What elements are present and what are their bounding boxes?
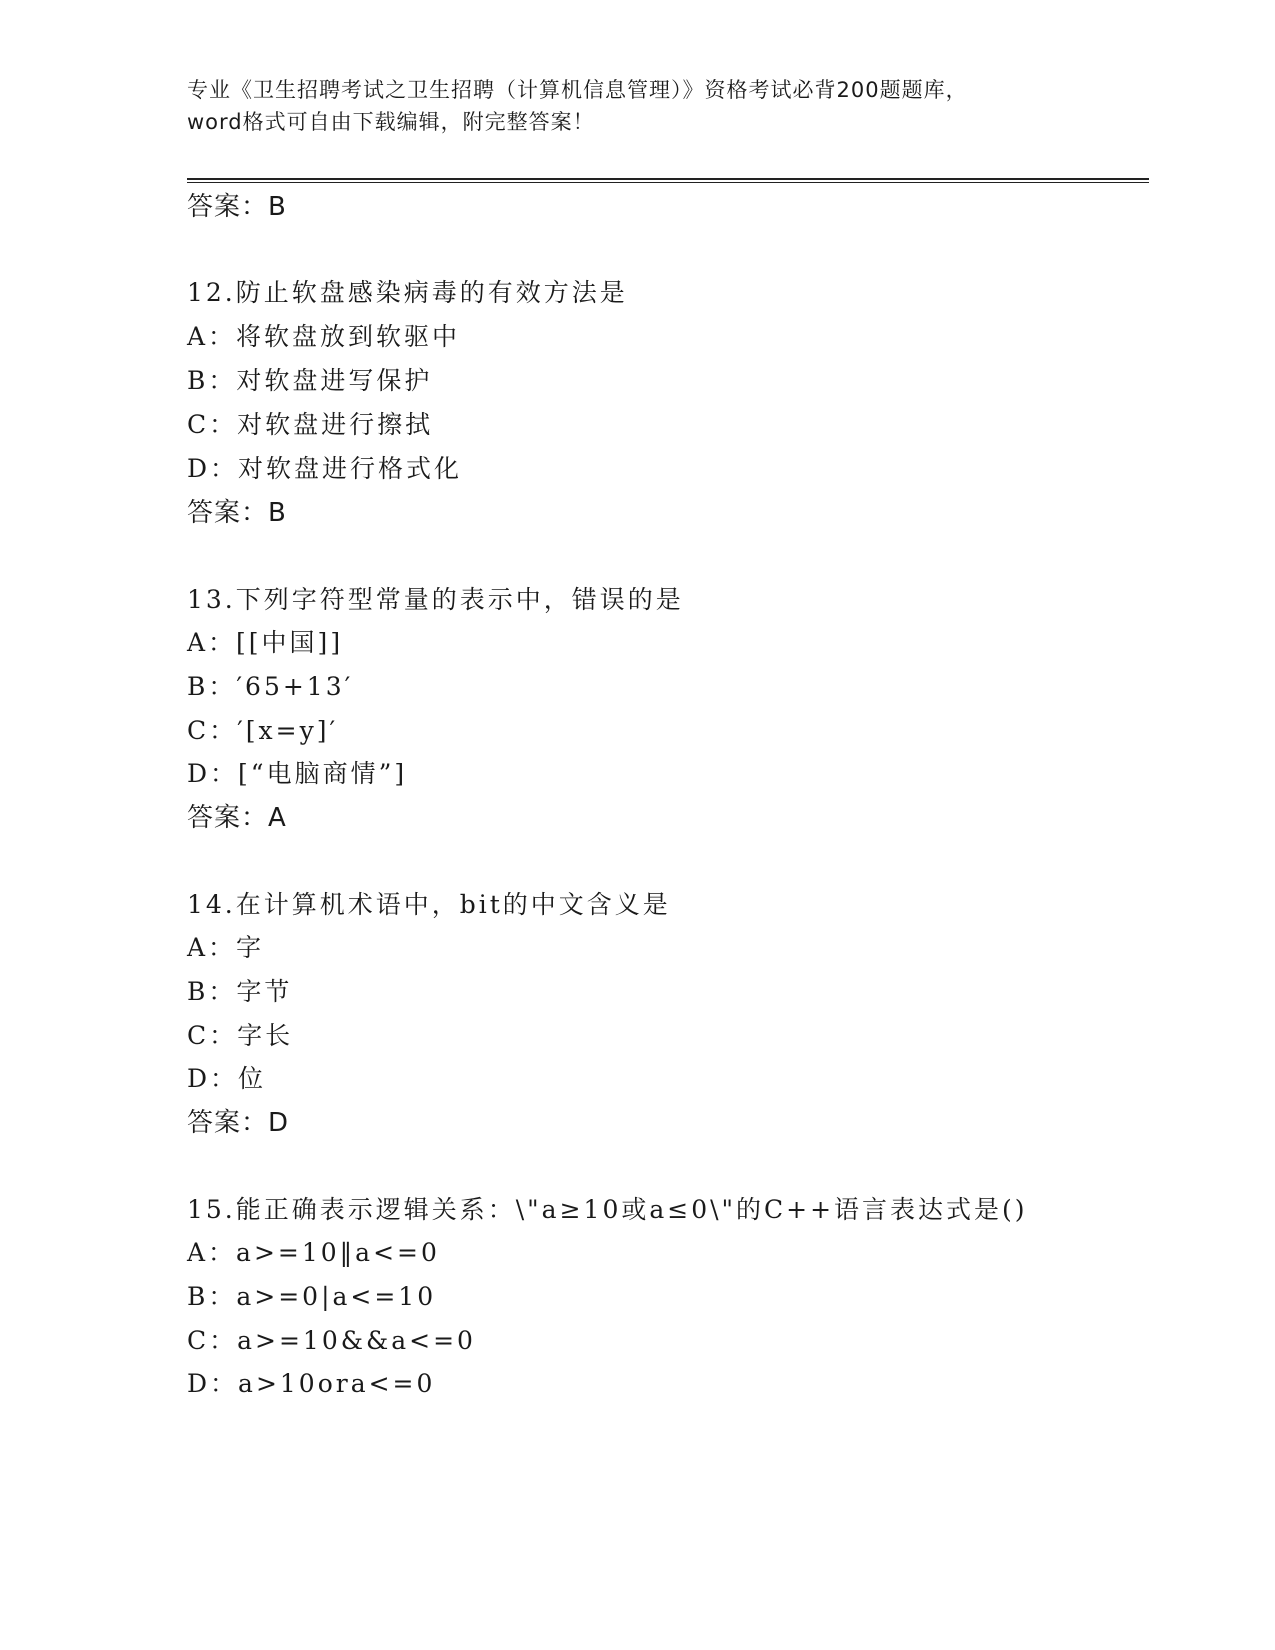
option-d: D：位 bbox=[187, 1064, 267, 1093]
document-header bbox=[187, 74, 1087, 138]
option-b: B：对软盘进写保护 bbox=[187, 366, 433, 395]
option-a: A：字 bbox=[187, 933, 265, 962]
question-12: 12.防止软盘感染病毒的有效方法是 bbox=[187, 278, 628, 307]
option-c: C：对软盘进行擦拭 bbox=[187, 410, 434, 439]
option-a: A：[[中国]] bbox=[187, 628, 344, 657]
option-d: D：对软盘进行格式化 bbox=[187, 454, 463, 483]
option-c: C：字长 bbox=[187, 1021, 294, 1050]
option-b: B：a>=0|a<=10 bbox=[187, 1282, 437, 1311]
option-c: C：′[x=y]′ bbox=[187, 716, 339, 745]
option-a: A：a>=10‖a<=0 bbox=[187, 1238, 440, 1267]
option-c: C：a>=10&&a<=0 bbox=[187, 1326, 476, 1355]
answer-label: 答案：D bbox=[187, 1108, 290, 1138]
header-line-2: word格式可自由下载编辑，附完整答案！ bbox=[187, 110, 595, 134]
option-b: B：字节 bbox=[187, 977, 293, 1006]
answer-label: 答案：A bbox=[187, 803, 287, 833]
option-b: B：′65+13′ bbox=[187, 672, 354, 701]
answer-label: 答案：B bbox=[187, 498, 287, 528]
option-d: D：a>10ora<=0 bbox=[187, 1369, 436, 1398]
header-divider-thin bbox=[187, 182, 1149, 183]
header-divider bbox=[187, 178, 1149, 180]
question-13: 13.下列字符型常量的表示中，错误的是 bbox=[187, 585, 684, 614]
option-a: A：将软盘放到软驱中 bbox=[187, 322, 461, 351]
question-15: 15.能正确表示逻辑关系：\"a≥10或a≤0\"的C++语言表达式是() bbox=[187, 1195, 1028, 1224]
header-line-1: 专业《卫生招聘考试之卫生招聘（计算机信息管理）》资格考试必背200题题库， bbox=[187, 78, 968, 102]
option-d: D：[“电脑商情”] bbox=[187, 759, 408, 788]
question-14: 14.在计算机术语中，bit的中文含义是 bbox=[187, 890, 671, 919]
answer-label: 答案：B bbox=[187, 192, 287, 222]
